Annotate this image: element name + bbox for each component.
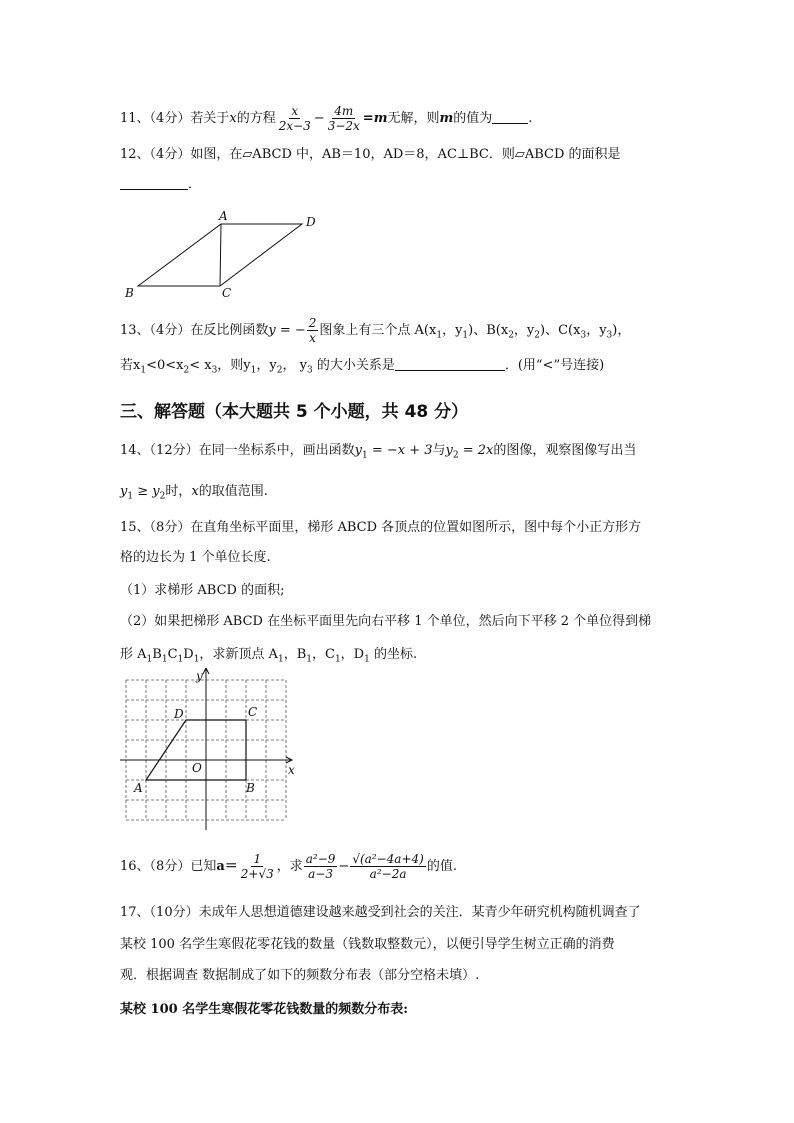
section-heading: 三、解答题（本大题共 5 个小题，共 48 分） (120, 402, 469, 422)
diagonal-ac (220, 224, 221, 286)
label-c: C (248, 705, 258, 719)
label-d: D (306, 215, 316, 229)
question-11: 11、（4分）若关于x的方程 $\frac{x}{2x-3}$ − $\frac{4m}{3-2x}$ =m无解，则m的值为 . (120, 104, 533, 133)
question-15-part2: （2）如果把梯形 ABCD 在坐标平面里先向右平移 1 个单位，然后向下平移 2 个单位得到梯 (120, 614, 652, 629)
label-x: x (288, 763, 295, 777)
fraction: $\frac{\text{a²−9}}{a-3}$ (305, 852, 336, 881)
question-13-line1: 13、（4分）在反比例函数y = − $\frac{2}{x}$ 图象上有三个点 $A(x_1$，$y_1$)、$B(x_2$，$y_2$)、$C(x_3$，$y_3$)， (120, 316, 631, 345)
question-15-line2: 格的边长为 1 个单位长度. (120, 550, 271, 565)
question-14-line1: 14、（12分）在同一坐标系中，画出函数$y_1 = -x + 3$与$y_2 = 2x$的图像，观察图像写出当 (120, 443, 637, 461)
fraction: $\frac{4m}{3-2x}$ (327, 104, 360, 133)
label-y: y (196, 669, 203, 683)
label-o: O (192, 761, 202, 775)
fraction: $\frac{\text{√(a²−4a+4)}}{\text{a²−2a}}$ (352, 852, 424, 881)
question-12-answer: ． (120, 175, 201, 195)
fraction: $\frac{2}{x}$ (308, 316, 317, 345)
question-17-line1: 17、（10分）未成年人思想道德建设越来越受到社会的关注．某青少年研究机构随机调查了 (120, 905, 641, 920)
label-d: D (174, 707, 184, 721)
answer-blank (492, 109, 528, 124)
answer-blank (120, 175, 188, 190)
label-a: A (134, 781, 143, 795)
label-b: B (125, 286, 134, 300)
question-17-table-title: 某校 100 名学生寒假花零花钱数量的频数分布表: (120, 1002, 408, 1017)
answer-blank (395, 356, 505, 371)
fraction: $\frac{1}{2+√3}$ (240, 852, 274, 881)
question-15-line1: 15、（8分）在直角坐标平面里，梯形 ABCD 各顶点的位置如图所示，图中每个小正方形方 (120, 520, 642, 535)
question-15-line5: 形 $A_1B_1C_1D_1$，求新顶点 $A_1$，$B_1$，$C_1$，$D_1$ 的坐标. (120, 647, 418, 665)
label-b: B (246, 781, 255, 795)
label-c: C (222, 286, 232, 300)
trapezoid-grid-figure (120, 668, 310, 834)
question-17-line2: 某校 100 名学生寒假花零花钱的数量（钱数取整数元），以便引导学生树立正确的消费 (120, 937, 615, 952)
question-14-line2: $y_1 \ge y_2$时，x的取值范围. (120, 484, 268, 502)
question-16: 16、（8分）已知a＝ $\frac{1}{2+√3}$ ，求 $\frac{\text{a²−9}}{a-3}$ − $\frac{\text{√(a²−4a+4)}}{\text{a²−2a}}$ 的值. (120, 852, 457, 881)
label-a: A (219, 209, 228, 223)
question-15-part1: （1）求梯形 ABCD 的面积; (120, 583, 285, 598)
parallelogram-figure (120, 206, 320, 302)
fraction: $\frac{x}{2x-3}$ (278, 104, 311, 133)
question-12: 12、（4分）如图，在▱ABCD 中，AB＝10，AD＝8，AC⊥BC．则▱ABCD 的面积是 (120, 147, 621, 162)
question-17-line3: 观．根据调查 数据制成了如下的频数分布表（部分空格未填）. (120, 968, 480, 983)
question-13-line2: 若$x_1<0<x_2< x_3$，则$y_1$，$y_2$， $y_3$ 的大小关系是 ．(用“<”号连接) (120, 358, 605, 376)
